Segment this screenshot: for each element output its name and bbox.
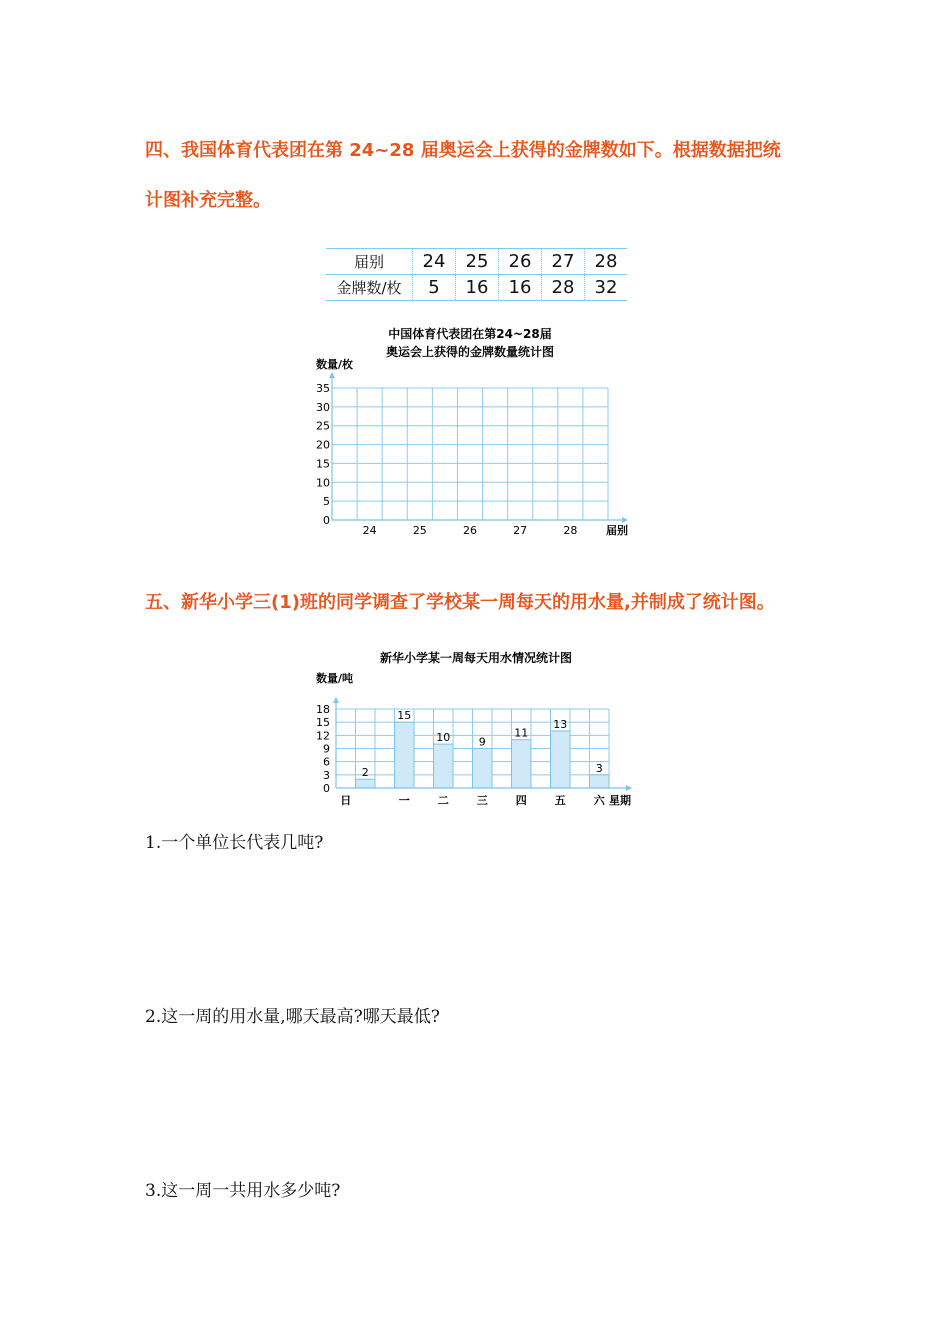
- table-cell: 32: [585, 275, 628, 301]
- bar: [512, 740, 532, 788]
- bar: [590, 775, 610, 788]
- y-tick-label: 30: [316, 400, 330, 414]
- chart1-title-line2: 奥运会上获得的金牌数量统计图: [385, 345, 555, 359]
- y-tick-label: 0: [323, 782, 330, 795]
- chart1-x-ticks: [363, 524, 578, 537]
- x-tick-label: 二: [437, 794, 449, 807]
- x-tick-label: 日: [340, 794, 352, 807]
- table-cell: 28: [542, 275, 585, 301]
- section4-title-line2: 计图补充完整。: [145, 190, 271, 211]
- x-axis-arrow: [622, 517, 628, 523]
- question-1: 1.一个单位长代表几吨?: [145, 833, 324, 853]
- x-tick-label: 25: [412, 524, 427, 537]
- bar: [551, 731, 571, 788]
- y-axis-arrow: [333, 697, 339, 703]
- bar-value-label: 9: [478, 735, 486, 749]
- bar: [395, 722, 415, 788]
- bar: [356, 779, 376, 788]
- table-cell: 16: [499, 275, 542, 301]
- medals-table: [326, 248, 627, 301]
- table-cell: 27: [542, 249, 585, 275]
- section4-title-line1: 四、我国体育代表团在第 24~28 届奥运会上获得的金牌数如下。根据数据把统: [145, 140, 781, 161]
- y-tick-label: 5: [323, 495, 330, 509]
- table-row-editions: [326, 249, 627, 275]
- table-row-label: 金牌数/枚: [326, 275, 413, 301]
- x-tick-label: 26: [463, 524, 477, 537]
- bar-value-label: 2: [361, 766, 369, 780]
- y-tick-label: 9: [323, 742, 330, 756]
- y-tick-label: 35: [316, 382, 330, 395]
- x-tick-label: 28: [563, 524, 578, 537]
- y-tick-label: 15: [316, 716, 330, 730]
- chart2-xlabel: 星期: [609, 794, 631, 807]
- table-cell: 25: [456, 249, 499, 275]
- y-tick-label: 20: [316, 438, 330, 452]
- x-tick-label: 27: [513, 524, 528, 537]
- table-row-medals: [326, 275, 627, 301]
- chart2-title: 新华小学某一周每天用水情况统计图: [379, 651, 573, 665]
- x-tick-label: 四: [515, 794, 527, 807]
- bar-value-label: 3: [595, 761, 603, 775]
- table-cell: 16: [456, 275, 499, 301]
- chart1-xlabel: 届别: [606, 524, 628, 537]
- medal-chart: [300, 318, 650, 543]
- chart2-ylabel: 数量/吨: [316, 672, 354, 685]
- chart2-x-ticks: [340, 793, 606, 807]
- bar-value-label: 10: [436, 731, 451, 745]
- x-tick-label: 一: [398, 794, 410, 807]
- table-header-label: 届别: [326, 249, 413, 275]
- table-cell: 26: [499, 249, 542, 275]
- y-tick-label: 10: [316, 476, 330, 490]
- water-chart: [300, 643, 650, 813]
- table-cell: 28: [585, 249, 628, 275]
- x-axis-arrow: [626, 785, 632, 791]
- bar-value-label: 11: [514, 726, 529, 740]
- bar-value-label: 15: [397, 709, 412, 723]
- x-tick-label: 六: [593, 794, 605, 807]
- section5-title: 五、新华小学三(1)班的同学调查了学校某一周每天的用水量,并制成了统计图。: [145, 592, 775, 613]
- y-tick-label: 6: [323, 755, 330, 769]
- chart1-title-line1: 中国体育代表团在第24~28届: [388, 327, 552, 341]
- table-cell: 5: [413, 275, 456, 301]
- y-tick-label: 12: [316, 729, 330, 743]
- bar-value-label: 13: [553, 717, 568, 731]
- y-tick-label: 3: [323, 768, 330, 782]
- question-2: 2.这一周的用水量,哪天最高?哪天最低?: [145, 1007, 440, 1027]
- x-tick-label: 三: [476, 794, 488, 807]
- x-tick-label: 五: [554, 794, 566, 807]
- y-axis-arrow: [329, 372, 335, 378]
- chart1-y-ticks: [316, 382, 330, 527]
- chart1-ylabel: 数量/枚: [316, 358, 354, 371]
- question-3: 3.这一周一共用水多少吨?: [145, 1181, 341, 1201]
- y-tick-label: 25: [316, 419, 330, 433]
- table-cell: 24: [413, 249, 456, 275]
- chart1-grid: [332, 388, 608, 520]
- chart2-y-ticks: [316, 703, 330, 795]
- y-tick-label: 18: [316, 703, 330, 716]
- y-tick-label: 0: [323, 514, 330, 527]
- y-tick-label: 15: [316, 457, 330, 471]
- bar: [434, 744, 454, 788]
- x-tick-label: 24: [362, 524, 377, 537]
- bar: [473, 749, 493, 789]
